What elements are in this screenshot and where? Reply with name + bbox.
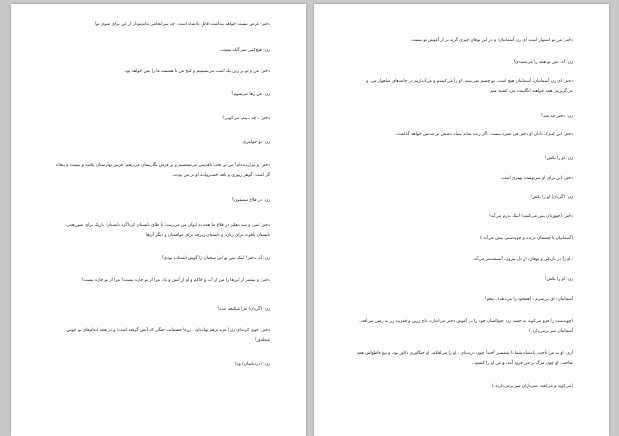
paragraph: زن: آه، بس تو همه را می‌شنیدی!: [513, 60, 573, 65]
paragraph: زن: تو جوانتری.: [241, 140, 270, 145]
paragraph: زن: هیچ‌کس نمی‌گناه نیست.: [219, 48, 270, 53]
paragraph: دختر: این برای او سرنوشت بهتری است.: [500, 176, 573, 181]
paragraph: ـ او را در تاریکی و توفان، از دل بیرون، آسیمه‌سر می‌آید.: [472, 257, 573, 262]
paragraph: دختر: غرض نیست خواهد پنداشت قاتلِ پادشاه است. چه سرانجامی ماتم‌تودار از این برای شوی تو!: [94, 22, 270, 27]
paragraph: (می‌کوبد و می‌افتد. سرداران سر برمی‌دارند.): [492, 384, 573, 389]
paragraph: (آسمانیان با چشمان درنده و چوبدستی پیش می‌آید.): [480, 236, 573, 241]
paragraph: زن: من رها می‌شوم؟: [231, 92, 270, 97]
paragraph: دختر: و بیزارتـده‌ام! من بر تخت تاقدیس می‌نشستم و بر فرش نگارستان می‌رفتم. فرش بهارستان یکصد و بیست و پنجاه گز است. گوهر زیوری و بافه خسـروانـه او بر من بودند.: [56, 163, 270, 178]
document-page-right: [314, 4, 609, 436]
paragraph: زن: در قلاع تیسفون؟: [231, 198, 270, 203]
paragraph: زن: (گریان) مرا شکنجه مده!: [217, 307, 270, 312]
paragraph: زن: دختر چه شد؟: [540, 114, 573, 119]
paragraph: آسمانیان: ای بی‌شرم ـ (همخود را می‌دهد) ـ مجو!: [484, 297, 573, 302]
paragraph: دختر: و بیشتر از این‌ها را من از آب و خاکم و او از آتش و باد. مرا از تو چاره نیست! مرا از تو چاره نیست!: [81, 278, 270, 283]
paragraph: زن: او را بکش!: [544, 277, 573, 282]
paragraph: دختر: خوی کرده‌ای زن! مژه برهم نهاده‌ای ـ رزما جشمانت جنگی که آتش گرفته است؛ و در همه اندام‌های تو جوش شعله‌ور!: [66, 328, 270, 343]
paragraph: زن: او را بکش!: [544, 156, 573, 161]
paragraph: دختر: ای زن آسمانیان، آسمانیان هیچ است. تو چشم نمی‌بینند. او را می‌کشیم و می‌اندازیم در جامه‌های شاهوار من. و می‌گریزیم. همه خواهند انگاشت مرد کشته منم.: [366, 79, 573, 94]
paragraph: زن: (دردناشان) وه!: [234, 362, 270, 367]
paragraph: (چوبدست را فرو می‌کوبد به جسد زن. جیغ‌کشان خود را در آغوش دختر می‌اندازد. تاج زرین و قمریند زر به زمین می‌افتد. آسمانیان سر برمی‌دارد.): [359, 319, 573, 334]
paragraph: دختر: سی و سه دهلیز در قلاع ما همه به ایوان من می‌رسد. با طاق تابستان کرداگرد تابستان. تاریک برای شوربختی، تابستان یاقوت برای زنان، و تابستان زیرچه برای موافقتان و دیگر آن‌ها: [65, 223, 270, 238]
paragraph: دختر: من و تو بر زین یک اسب می‌نشینیم و کنج من تا همیشه ما را بس خواهد بود.: [123, 69, 270, 74]
paragraph: دختر: من تو استوار است ای زن آسمانیان؛ و در این توفان چیزی گریه تر از آغوش تو نیست.: [410, 38, 573, 43]
document-page-left: [11, 4, 306, 436]
paragraph: دختر: ـ چه ـ بیم، می‌کوبی؟: [222, 116, 270, 121]
paragraph: آری. او به من تاخت. پادشاه شما با شمشیر آخته! چون درنده‌ای ـ او را می‌افکند. او جنگاوری دلاور بود، و تیغ فاطع‌اش همه متاخت. او چون مرگ بر من فرود آمد، و من او را کشتم ـ: [356, 351, 573, 366]
paragraph: دختر: (جیغ‌زنان پس می‌کشد) اینک بدرم می‌آید!: [489, 214, 573, 219]
paragraph: دختر: این کنیزک نادان او دختر قی مقره نیست. اگر زنده بماند سپاه دشمن بر مدنش خواهد گذاشت.: [395, 132, 573, 137]
paragraph: زن: (گریان) او را بکش!: [530, 195, 573, 200]
paragraph: زن: آه، دختر! اینک بس تو این سخنان را گوش ایستاده بودی؟: [161, 256, 270, 261]
